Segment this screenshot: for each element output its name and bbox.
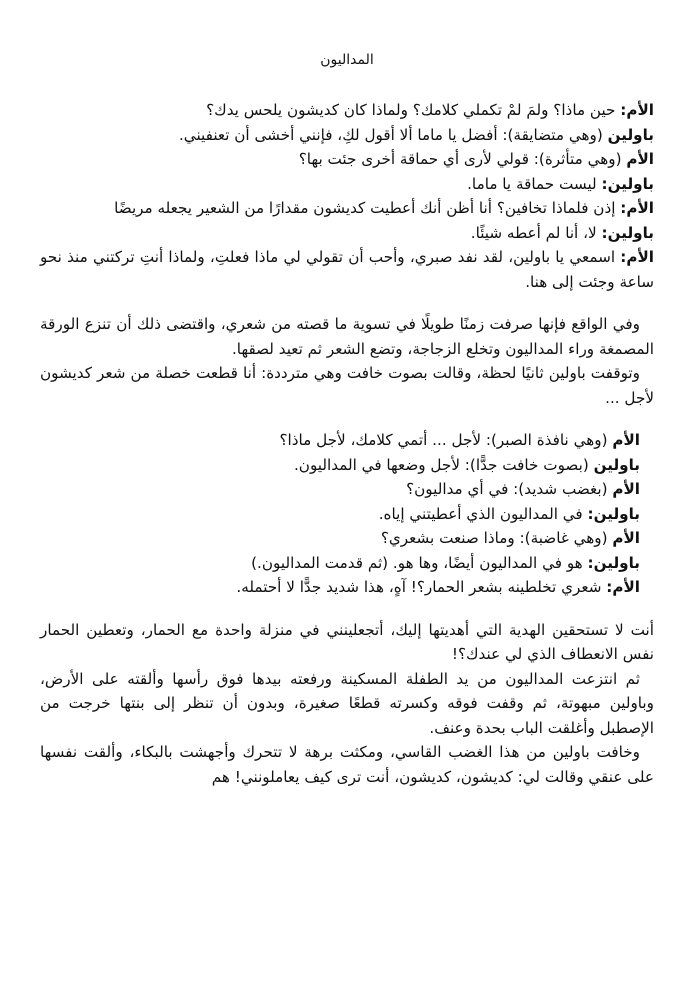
- dialogue-text: لا، أنا لم أعطه شيئًا.: [470, 223, 602, 242]
- speaker-name: باولين: [607, 125, 654, 144]
- running-header-title: المداليون: [320, 52, 374, 68]
- dialogue-line: [40, 147, 654, 172]
- narration-block-2: [40, 618, 654, 790]
- dialogue-text: إذن فلماذا تخافين؟ أنا أظن أنك أعطيت كديشون مقدارًا من الشعير يجعله مريضًا: [114, 199, 621, 217]
- speaker-name: الأم:: [606, 578, 640, 596]
- dialogue-line: [40, 502, 640, 527]
- dialogue-line: [40, 123, 654, 148]
- dialogue-line: [40, 98, 654, 123]
- dialogue-line: [40, 575, 640, 600]
- speaker-name: باولين:: [601, 223, 654, 242]
- narration-paragraph: وتوقفت باولين ثانيًا لحظة، وقالت بصوت خافت وهي مترددة: أنا قطعت خصلة من شعر كديشون لأجل ...: [40, 364, 654, 407]
- dialogue-text: (وهي متضايقة): أفضل يا ماما ألا أقول لكِ، فإنني أخشى أن تعنفيني.: [178, 125, 608, 144]
- narration-paragraph: وخافت باولين من هذا الغضب القاسي، ومكثت برهة لا تتحرك وأجهشت بالبكاء، وألقت نفسها على عنقي وقالت لي: كديشون، كديشون، أنت ترى كيف يعاملونني! هم: [40, 743, 654, 786]
- narration-paragraph: أنت لا تستحقين الهدية التي أهديتها إليك، أتجعلينني في منزلة واحدة مع الحمار، وتعطين الحمار نفس الانعطاف الذي لي عندك؟!: [40, 620, 654, 663]
- dialogue-text: هو في المداليون أيضًا، وها هو. (ثم قدمت المداليون.): [251, 553, 588, 572]
- speaker-name: الأم: [626, 150, 654, 168]
- speaker-name: الأم:: [620, 199, 654, 217]
- dialogue-line: [40, 428, 640, 453]
- narration-paragraph: وفي الواقع فإنها صرفت زمنًا طويلًا في تسوية ما قصته من شعري، واقتضى ذلك أن تنزع الورقة المصمغة وراء المداليون وتخلع الزجاجة، وتضع الشعر ثم تعيد لصقها.: [40, 315, 654, 358]
- dialogue-text: حين ماذا؟ ولمَ لمْ تكملي كلامك؟ ولماذا كان كديشون يلحس يدك؟: [206, 101, 621, 119]
- dialogue-line: [40, 551, 640, 576]
- dialogue-text: (وهي غاضبة): وماذا صنعت بشعري؟: [380, 529, 613, 547]
- narration-block-1: [40, 312, 654, 410]
- dialogue-text: اسمعي يا باولين، لقد نفد صبري، وأحب أن تقولي لي ماذا فعلتِ، ولماذا أنتِ تركتني منذ نحو ساعة وجئت إلى هنا.: [40, 248, 654, 291]
- dialogue-text: (وهي متأثرة): قولي لأرى أي حماقة أخرى جئت بها؟: [298, 150, 627, 168]
- narration-paragraph: ثم انتزعت المداليون من يد الطفلة المسكينة ورفعته بيدها فوق رأسها وألقته على الأرض، وباولين مبهوتة، ثم وقفت فوقه وكسرته قطعًا صغيرة، وبدون أن تنظر إلى بنتها خرجت من الإصطبل وأغلقت الباب بحدة وعنف.: [40, 669, 654, 737]
- dialogue-text: (وهي نافذة الصبر): لأجل ... أتمي كلامك، لأجل ماذا؟: [279, 431, 613, 449]
- dialogue-line: [40, 196, 654, 221]
- speaker-name: باولين:: [587, 553, 640, 572]
- dialogue-line: [40, 172, 654, 197]
- speaker-name: باولين:: [601, 174, 654, 193]
- speaker-name: الأم:: [620, 101, 654, 119]
- speaker-name: باولين: [593, 455, 640, 474]
- dialogue-line: [40, 245, 654, 294]
- dialogue-line: [40, 453, 640, 478]
- dialogue-text: (بصوت خافت جدًّا): لأجل وضعها في المداليون.: [293, 455, 594, 474]
- speaker-name: الأم: [612, 529, 640, 547]
- dialogue-block-1: [40, 98, 654, 294]
- page-body: [40, 98, 654, 789]
- dialogue-text: في المداليون الذي أعطيتني إياه.: [378, 504, 588, 523]
- dialogue-text: ليست حماقة يا ماما.: [467, 174, 602, 193]
- speaker-name: الأم: [612, 480, 640, 498]
- dialogue-line: [40, 221, 654, 246]
- speaker-name: الأم: [612, 431, 640, 449]
- speaker-name: باولين:: [587, 504, 640, 523]
- speaker-name: الأم:: [620, 248, 654, 266]
- dialogue-line: [40, 526, 640, 551]
- dialogue-text: (بغضب شديد): في أي مداليون؟: [406, 480, 613, 498]
- dialogue-block-2: [40, 428, 654, 600]
- dialogue-text: شعري تخلطينه بشعر الحمار؟! آهٍ، هذا شديد جدًّا لا أحتمله.: [236, 578, 607, 596]
- dialogue-line: [40, 477, 640, 502]
